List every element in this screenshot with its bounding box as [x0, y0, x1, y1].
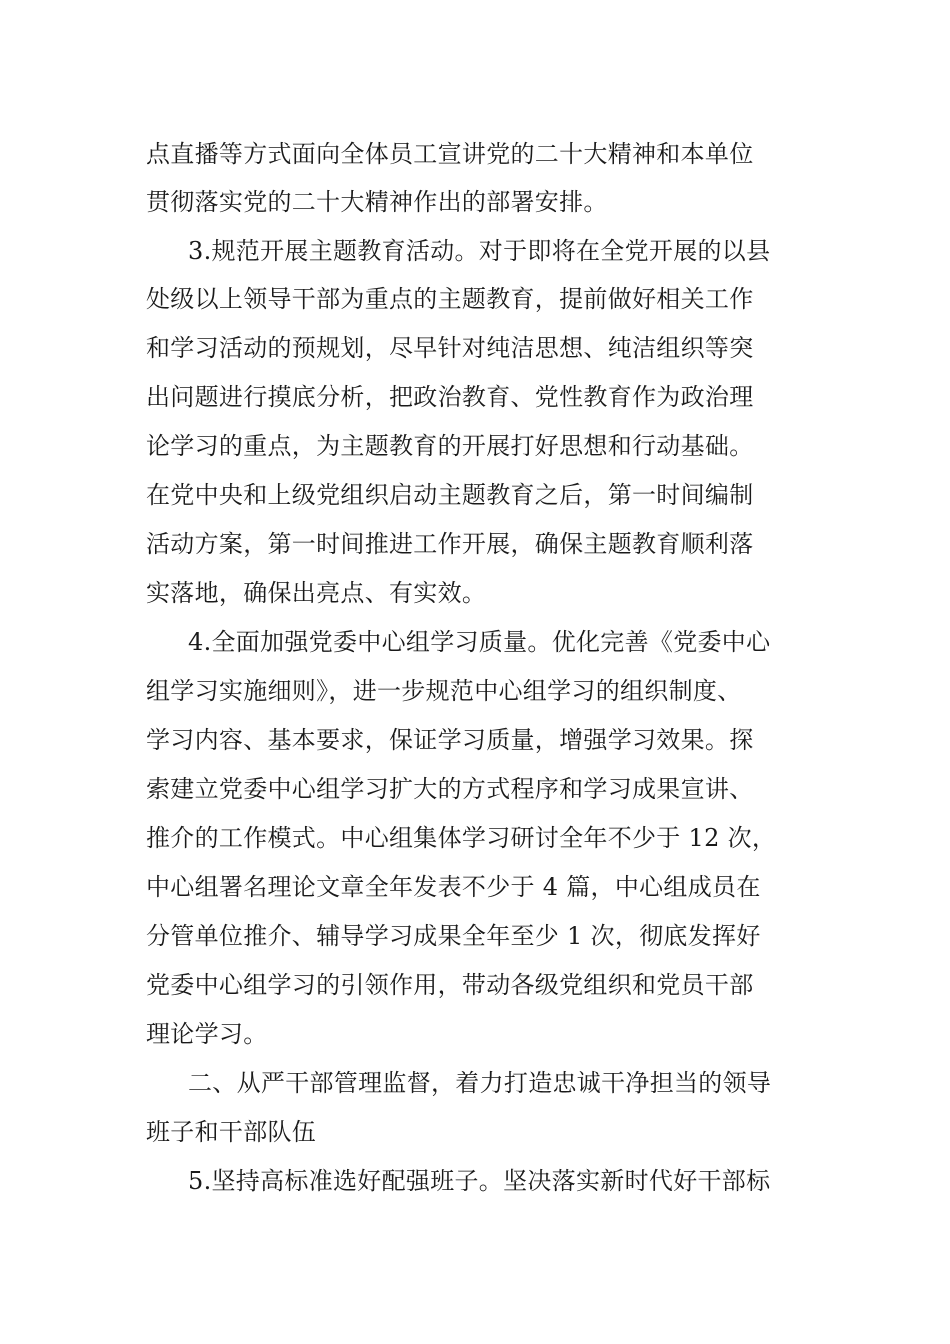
text-line: 理论学习。: [146, 1020, 268, 1048]
paragraph-first-line: 3.规范开展主题教育活动。对于即将在全党开展的以县: [188, 237, 771, 265]
text-line: 贯彻落实党的二十大精神作出的部署安排。: [146, 188, 608, 216]
text-line: 活动方案，第一时间推进工作开展，确保主题教育顺利落: [146, 530, 754, 558]
text-line: 处级以上领导干部为重点的主题教育，提前做好相关工作: [146, 285, 754, 313]
text-line: 组学习实施细则》，进一步规范中心组学习的组织制度、: [146, 677, 742, 705]
section-heading-line: 班子和干部队伍: [146, 1118, 317, 1146]
text-line: 中心组署名理论文章全年发表不少于 4 篇，中心组成员在: [146, 873, 761, 901]
text-line: 论学习的重点，为主题教育的开展打好思想和行动基础。: [146, 432, 754, 460]
text-line: 在党中央和上级党组织启动主题教育之后，第一时间编制: [146, 481, 754, 509]
text-line: 索建立党委中心组学习扩大的方式程序和学习成果宣讲、: [146, 775, 754, 803]
paragraph-first-line: 4.全面加强党委中心组学习质量。优化完善《党委中心: [188, 628, 771, 656]
text-line: 学习内容、基本要求，保证学习质量，增强学习效果。探: [146, 726, 754, 754]
text-line: 和学习活动的预规划，尽早针对纯洁思想、纯洁组织等突: [146, 334, 754, 362]
section-heading-line: 二、从严干部管理监督，着力打造忠诚干净担当的领导: [188, 1069, 772, 1097]
text-line: 党委中心组学习的引领作用，带动各级党组织和党员干部: [146, 971, 754, 999]
text-line: 推介的工作模式。中心组集体学习研讨全年不少于 12 次，: [146, 824, 777, 852]
text-line: 出问题进行摸底分析，把政治教育、党性教育作为政治理: [146, 383, 754, 411]
paragraph-first-line: 5.坚持高标准选好配强班子。坚决落实新时代好干部标: [188, 1167, 771, 1195]
text-line: 分管单位推介、辅导学习成果全年至少 1 次，彻底发挥好: [146, 922, 761, 950]
text-line: 实落地，确保出亮点、有实效。: [146, 579, 487, 607]
text-line: 点直播等方式面向全体员工宣讲党的二十大精神和本单位: [146, 140, 754, 168]
